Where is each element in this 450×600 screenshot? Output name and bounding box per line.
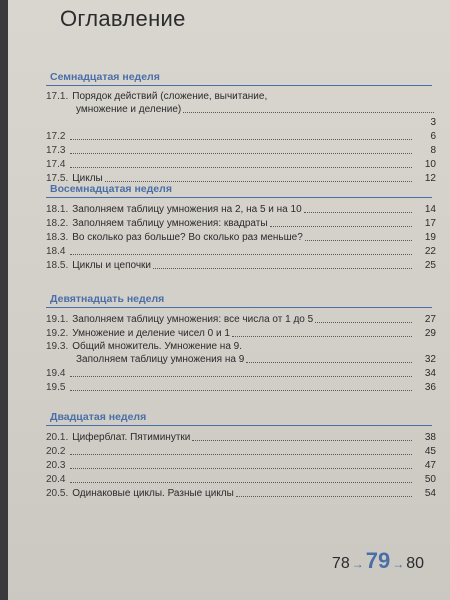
toc-number: 19.2.	[46, 328, 69, 339]
section-heading: Девятнадцать неделя	[46, 292, 436, 306]
toc-page: 50	[424, 474, 436, 485]
toc-page: 34	[424, 368, 436, 379]
toc-text: Во сколько раз больше? Во сколько раз меньше?	[72, 232, 303, 243]
leader-dots	[70, 376, 412, 377]
toc-number: 19.3.	[46, 341, 69, 352]
leader-dots	[315, 322, 412, 323]
toc-row	[46, 312, 436, 326]
toc-number: 18.4	[46, 246, 66, 257]
leader-dots	[305, 240, 412, 241]
leader-dots	[236, 496, 412, 497]
toc-number: 18.3.	[46, 232, 69, 243]
toc-number: 18.2.	[46, 218, 69, 229]
toc-number: 20.3	[46, 460, 66, 471]
leader-dots	[192, 440, 412, 441]
toc-page: 8	[430, 145, 436, 156]
leader-dots	[183, 112, 434, 113]
leader-dots	[153, 268, 412, 269]
leader-dots	[70, 254, 412, 255]
toc-row	[46, 472, 436, 486]
toc-text: Общий множитель. Умножение на 9.	[72, 341, 243, 352]
toc-page: 6	[430, 131, 436, 142]
toc-number: 17.1.	[46, 91, 69, 102]
toc-text: Заполняем таблицу умножения: все числа от 1 до 5	[72, 314, 314, 325]
leader-dots	[304, 212, 412, 213]
toc-text: Циферблат. Пятиминутки	[72, 432, 191, 443]
toc-row	[46, 258, 436, 272]
toc-page: 54	[424, 488, 436, 499]
toc-number: 20.4	[46, 474, 66, 485]
leader-dots	[232, 336, 412, 337]
toc-row	[46, 230, 436, 244]
toc-text: умножение и деление)	[76, 104, 182, 115]
leader-dots	[70, 454, 412, 455]
toc-row	[46, 380, 436, 394]
toc-page: 25	[424, 260, 436, 271]
toc-row	[46, 157, 436, 171]
section-week-17	[46, 70, 436, 185]
toc-number: 17.5.	[46, 173, 69, 184]
toc-number: 19.1.	[46, 314, 69, 325]
current-page-number: 79	[365, 548, 391, 573]
section-week-19	[46, 292, 436, 394]
toc-text: Заполняем таблицу умножения на 9	[76, 354, 245, 365]
arrow-right-icon: →	[351, 557, 364, 571]
toc-number: 17.2	[46, 131, 66, 142]
toc-page: 3	[430, 117, 436, 128]
toc-row	[46, 326, 436, 340]
toc-number: 19.4	[46, 368, 66, 379]
toc-page: 19	[424, 232, 436, 243]
toc-page: 17	[424, 218, 436, 229]
toc-number: 19.5	[46, 382, 66, 393]
toc-number: 20.5.	[46, 488, 69, 499]
toc-page: 27	[424, 314, 436, 325]
arrow-right-icon: →	[392, 557, 405, 571]
page-navigation	[332, 548, 424, 574]
leader-dots	[70, 390, 412, 391]
toc-text: Умножение и деление чисел 0 и 1	[72, 328, 230, 339]
leader-dots	[70, 153, 412, 154]
toc-number: 17.3	[46, 145, 66, 156]
toc-page: 14	[424, 204, 436, 215]
toc-text: Циклы	[72, 173, 103, 184]
toc-number: 20.1.	[46, 432, 69, 443]
toc-row	[46, 340, 436, 366]
toc-row	[46, 444, 436, 458]
toc-row	[46, 458, 436, 472]
toc-page: 38	[424, 432, 436, 443]
leader-dots	[70, 139, 412, 140]
toc-text: Циклы и цепочки	[72, 260, 151, 271]
toc-page: 12	[424, 173, 436, 184]
toc-text: Порядок действий (сложение, вычитание,	[72, 91, 268, 102]
toc-row	[46, 216, 436, 230]
toc-text: Одинаковые циклы. Разные циклы	[72, 488, 234, 499]
toc-row	[46, 244, 436, 258]
toc-number: 17.4	[46, 159, 66, 170]
section-week-20	[46, 410, 436, 500]
next-page-number: 80	[406, 555, 424, 572]
toc-row	[46, 90, 436, 129]
toc-page: 29	[424, 328, 436, 339]
leader-dots	[70, 167, 412, 168]
leader-dots	[246, 362, 412, 363]
toc-text: Заполняем таблицу умножения на 2, на 5 и на 10	[72, 204, 302, 215]
toc-page: 22	[424, 246, 436, 257]
toc-row	[46, 143, 436, 157]
toc-row	[46, 486, 436, 500]
toc-page: 45	[424, 446, 436, 457]
toc-page: 36	[424, 382, 436, 393]
toc-page: 47	[424, 460, 436, 471]
prev-page-number: 78	[331, 555, 350, 572]
toc-page: 10	[424, 159, 436, 170]
toc-number: 20.2	[46, 446, 66, 457]
toc-text: Заполняем таблицу умножения: квадраты	[72, 218, 268, 229]
section-heading: Восемнадцатая неделя	[46, 182, 436, 196]
toc-number: 18.1.	[46, 204, 69, 215]
section-week-18	[46, 182, 436, 272]
section-heading: Семнадцатая неделя	[46, 70, 436, 84]
book-page	[8, 0, 450, 600]
toc-page: 32	[424, 354, 436, 365]
toc-number: 18.5.	[46, 260, 69, 271]
toc-row	[46, 202, 436, 216]
toc-row	[46, 129, 436, 143]
leader-dots	[70, 482, 412, 483]
leader-dots	[270, 226, 412, 227]
toc-row	[46, 430, 436, 444]
page-title: Оглавление	[60, 6, 186, 31]
toc-row	[46, 366, 436, 380]
section-heading: Двадцатая неделя	[46, 410, 436, 424]
leader-dots	[70, 468, 412, 469]
